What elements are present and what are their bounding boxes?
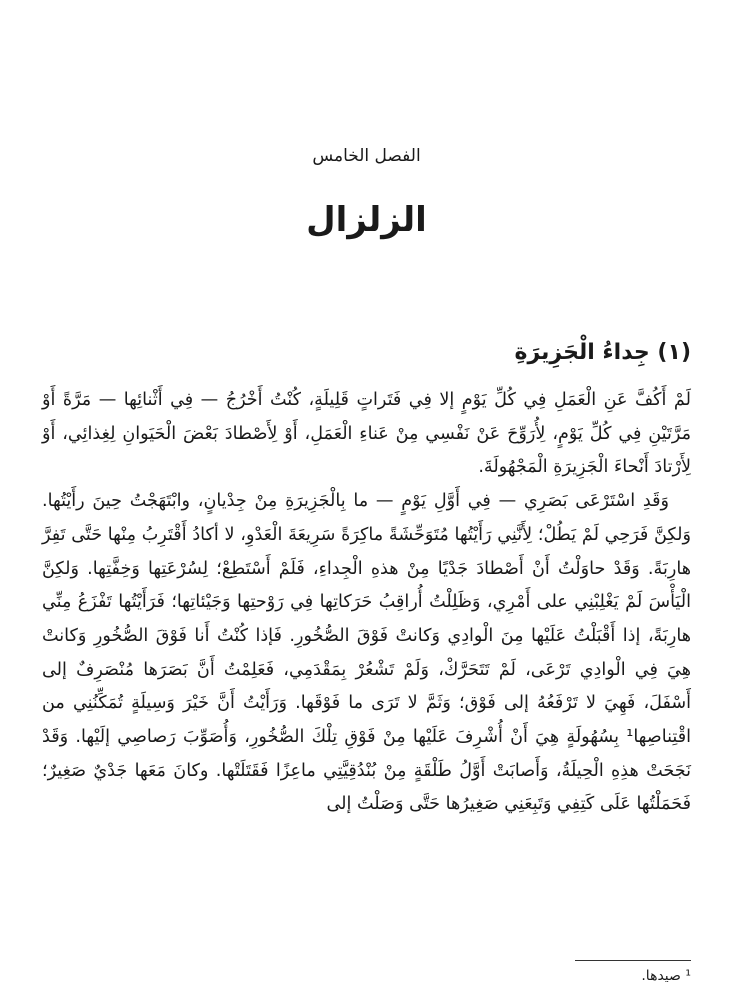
chapter-title: الزلزال [306, 200, 427, 240]
section-heading: (١) جِداءُ الْجَزِيرَةِ [514, 340, 691, 365]
paragraph: لَمْ أَكُفَّ عَنِ الْعَمَلِ فِي كُلِّ يَوْمٍ إلا فِي فَتَراتٍ قَلِيلَةٍ، كُنْتُ أَخْرُجُ — فِي أَثْنائِها — مَرَّةً أَوْ مَرَّتَيْنِ فِي كُلِّ يَوْمٍ، لِأُرَوِّحَ عَنْ نَفْسِي مِنْ عَناءِ الْعَمَلِ، أَوْ لِأَصْطادَ بَعْضَ الْحَيَوانِ لِغِذائِي، أَوْ لِأَرْتادَ أَنْحاءَ الْجَزِيرَةِ الْمَجْهُولَةَ. [42, 390, 691, 478]
chapter-label: الفصل الخامس [312, 146, 421, 166]
footnote: ¹ صيدها. [641, 968, 691, 984]
paragraph: وَقَدِ اسْتَرْعَى بَصَرِي — فِي أَوَّلِ يَوْمٍ — ما بِالْجَزِيرَةِ مِنْ جِدْيانٍ، وابْتَهَجْتُ حِينَ رأَيْتُها. وَلكِنَّ فَرَحِي لَمْ يَطُلْ؛ لِأَنَّنِي رَأَيْتُها مُتَوَحِّشَةً ماكِرَةً سَرِيعَةَ الْعَدْوِ، لا أكادُ أَقْتَرِبُ مِنْها حَتَّى تَفِرَّ هارِبَةً. وَقَدْ حاوَلْتُ أَنْ أَصْطادَ جَدْيًا مِنْ هذهِ الْجِداءِ، فَلَمْ أَسْتَطِعْ؛ لِسُرْعَتِها وَخِفَّتِها. وَلكِنَّ الْيَأْسَ لَمْ يَغْلِبْنِي على أَمْرِي، وَظَلِلْتُ أُراقِبُ حَرَكاتِها فِي رَوْحتِها وَجَيْئاتِها؛ فَرَأَيْتُها تَفْزَعُ مِنِّي هارِبَةً، إذا أَقْبَلْتُ عَلَيْها مِنَ الْوادِي وَكانتْ فَوْقَ الصُّخُورِ. فَإذا كُنْتُ أَنا فَوْقَ الصُّخُورِ وَكانتْ هِيَ فِي الْوادِي تَرْعَى، لَمْ تَتَحَرَّكْ، وَلَمْ تَشْعُرْ بِمَقْدَمِي، فَعَلِمْتُ أَنَّ بَصَرَها مُنْصَرِفٌ إلى أَسْفَلَ، فَهِيَ لا تَرْفَعُهُ إلى فَوْق؛ وَثَمَّ لا تَرَى ما فَوْقَها. وَرَأَيْتُ أَنَّ خَيْرَ وَسِيلَةٍ تُمَكِّنُنِي من اقْتِناصِها¹ بِسُهُولَةٍ هِيَ أَنْ أُشْرِفَ عَلَيْها مِنْ فَوْقِ تِلْكَ الصُّخُورِ، وَأُصَوِّبَ رَصاصِي إلَيْها. وَقَدْ نَجَحَتْ هذِهِ الْحِيلَةُ، وَأَصابَتْ أَوَّلُ طَلْقَةٍ مِنْ بُنْدُقِيَّتِي ماعِزًا فَقَتَلَتْها. وكانَ مَعَها جَدْيٌ صَغِيرٌ؛ فَحَمَلْتُها عَلَى كَتِفِي وَتَبِعَنِي صَغِيرُها حَتَّى وَصَلْتُ إلى [42, 491, 691, 815]
body-text [42, 384, 691, 822]
footnote-divider [575, 960, 691, 961]
